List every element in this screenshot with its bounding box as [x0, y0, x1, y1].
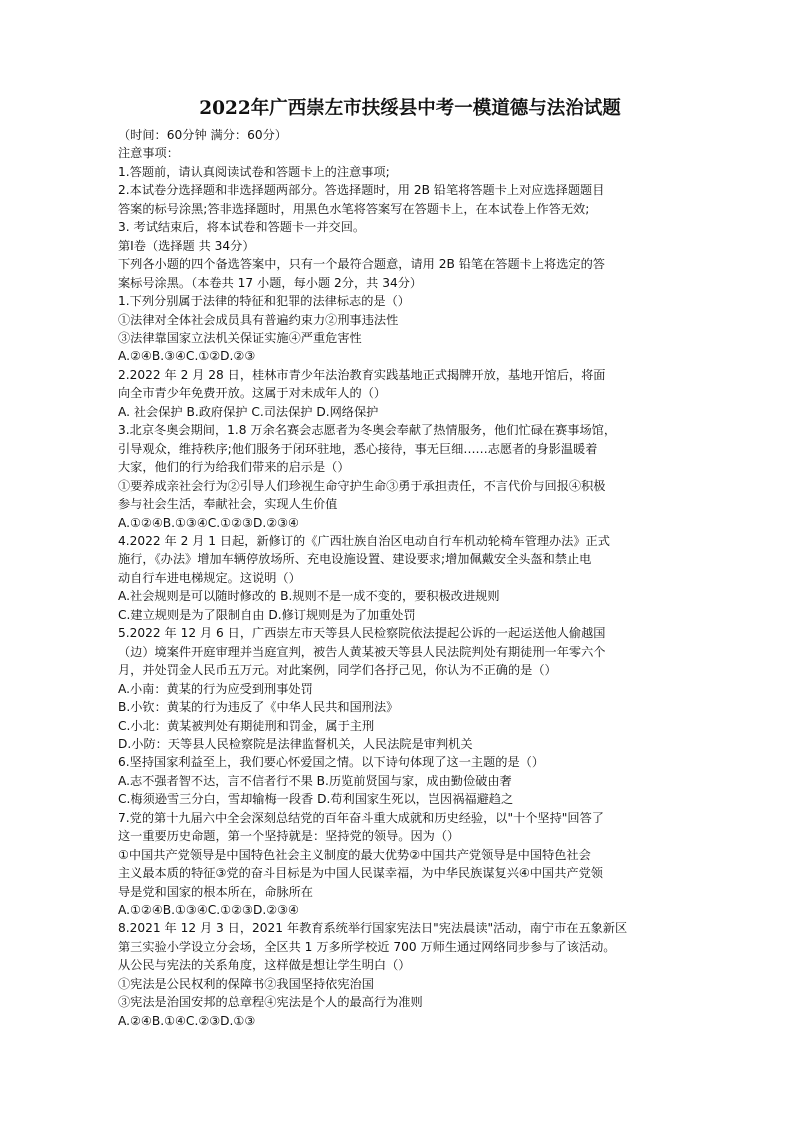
notice-block — [118, 144, 688, 236]
question-1 — [118, 292, 688, 366]
notice-line: 答案的标号涂黑;答非选择题时，用黑色水笔将答案写在答题卡上，在本试卷上作答无效; — [118, 201, 590, 216]
question-2 — [118, 366, 688, 421]
question-line: ①宪法是公民权利的保障书②我国坚持依宪治国 — [118, 976, 374, 991]
question-line: ①中国共产党领导是中国特色社会主义制度的最大优势②中国共产党领导是中国特色社会 — [118, 847, 591, 862]
question-line: （边）境案件开庭审理并当庭宣判，被告人黄某被天等县人民法院判处有期徒刑一年零六个 — [118, 644, 606, 659]
question-line: C.小北：黄某被判处有期徒刑和罚金，属于主刑 — [118, 718, 375, 733]
question-line: A.②④B.①④C.②③D.①③ — [118, 1013, 256, 1028]
question-list — [118, 292, 688, 1030]
question-line: 这一重要历史命题，第一个坚持就是：坚持党的领导。因为（） — [118, 829, 460, 844]
question-line: A.志不强者智不达，言不信者行不果 B.历览前贤国与家，成由勤俭破由奢 — [118, 773, 512, 788]
question-line: 从公民与宪法的关系角度，这样做是想让学生明白（） — [118, 958, 411, 973]
question-line: C.建立规则是为了限制自由 D.修订规则是为了加重处罚 — [118, 607, 416, 622]
question-line: 主义最本质的特征③党的奋斗目标是为中国人民谋幸福，为中华民族谋复兴④中国共产党领 — [118, 866, 603, 881]
question-line: ③宪法是治国安邦的总章程④宪法是个人的最高行为准则 — [118, 995, 423, 1010]
exam-title: 2022年广西崇左市扶绥县中考一模道德与法治试题 — [199, 98, 621, 119]
question-stem: 2.2022 年 2 月 28 日，桂林市青少年法治教育实践基地正式揭牌开放，基地开馆后，将面 — [118, 367, 606, 382]
question-line: 向全市青少年免费开放。这属于对未成年人的（） — [118, 386, 387, 401]
question-line: 月，并处罚金人民币五万元。对此案例，同学们各抒己见，你认为不正确的是（） — [118, 663, 557, 678]
exam-meta: （时间：60分钟 满分：60分） — [118, 128, 287, 142]
question-stem: 6.坚持国家利益至上，我们要心怀爱国之情。以下诗句体现了这一主题的是（） — [118, 755, 545, 770]
question-stem: 7.党的第十九届六中全会深刻总结党的百年奋斗重大成就和历史经验，以"十个坚持"回答了 — [118, 810, 604, 825]
question-line: 参与社会生活，奉献社会，实现人生价值 — [118, 497, 338, 512]
question-line: A.小南：黄某的行为应受到刑事处罚 — [118, 681, 313, 696]
question-line: A.①②④B.①③④C.①②③D.②③④ — [118, 903, 299, 918]
question-3 — [118, 421, 688, 532]
section-block — [118, 237, 688, 292]
question-line: A.②④B.③④C.①②D.②③ — [118, 349, 256, 364]
question-line: 动自行车进电梯规定。这说明（） — [118, 570, 301, 585]
question-stem: 3.北京冬奥会期间，1.8 万余名赛会志愿者为冬奥会奉献了热情服务，他们忙碌在赛事场馆， — [118, 423, 617, 438]
question-6 — [118, 753, 688, 808]
question-line: ③法律靠国家立法机关保证实施④严重危害性 — [118, 330, 362, 345]
question-stem: 5.2022 年 12 月 6 日，广西崇左市天等县人民检察院依法提起公诉的一起运送他人偷越国 — [118, 626, 606, 641]
question-stem: 4.2022 年 2 月 1 日起，新修订的《广西壮族自治区电动自行车机动轮椅车管理办法》正式 — [118, 533, 610, 548]
notice-heading: 注意事项： — [118, 146, 179, 161]
section-instruction: 案标号涂黑。（本卷共 17 小题，每小题 2分，共 34分） — [118, 275, 423, 290]
question-line: 导是党和国家的根本所在，命脉所在 — [118, 884, 313, 899]
question-7 — [118, 809, 688, 920]
question-line: A.社会规则是可以随时修改的 B.规则不是一成不变的，要积极改进规则 — [118, 589, 500, 604]
question-line: C.梅须逊雪三分白，雪却输梅一段香 D.苟利国家生死以，岂因祸福避趋之 — [118, 792, 514, 807]
question-line: 第三实验小学设立分会场，全区共 1 万多所学校近 700 万师生通过网络同步参与了该活动。 — [118, 939, 616, 954]
question-5 — [118, 624, 688, 753]
question-stem: 1.下列分别属于法律的特征和犯罪的法律标志的是（） — [118, 294, 410, 309]
question-line: A.①②④B.①③④C.①②③D.②③④ — [118, 515, 299, 530]
exam-page — [118, 96, 688, 1030]
question-stem: 8.2021 年 12 月 3 日，2021 年教育系统举行国家宪法日"宪法晨读"活动，南宁市在五象新区 — [118, 921, 628, 936]
section-instruction: 下列各小题的四个备选答案中，只有一个最符合题意，请用 2B 铅笔在答题卡上将选定的答 — [118, 257, 605, 272]
question-line: ①法律对全体社会成员具有普遍约束力②刑事违法性 — [118, 312, 399, 327]
notice-line: 3. 考试结束后，将本试卷和答题卡一并交回。 — [118, 220, 366, 235]
question-line: A. 社会保护 B.政府保护 C.司法保护 D.网络保护 — [118, 404, 379, 419]
question-8 — [118, 919, 688, 1030]
question-line: 引导观众，维持秩序;他们服务于闭环驻地，悉心接待，事无巨细……志愿者的身影温暖着 — [118, 441, 598, 456]
notice-line: 1.答题前，请认真阅读试卷和答题卡上的注意事项; — [118, 164, 390, 179]
question-4 — [118, 532, 688, 624]
question-line: B.小钦：黄某的行为违反了《中华人民共和国刑法》 — [118, 700, 399, 715]
question-line: D.小防：天等县人民检察院是法律监督机关，人民法院是审判机关 — [118, 736, 473, 751]
section-heading: 第Ⅰ卷（选择题 共 34分） — [118, 238, 255, 253]
question-line: ①要养成亲社会行为②引导人们珍视生命守护生命③勇于承担责任，不言代价与回报④积极 — [118, 478, 606, 493]
question-line: 大家，他们的行为给我们带来的启示是（） — [118, 460, 350, 475]
notice-line: 2.本试卷分选择题和非选择题两部分。答选择题时，用 2B 铅笔将答题卡上对应选择题题目 — [118, 183, 605, 198]
question-line: 施行，《办法》增加车辆停放场所、充电设施设置、建设要求;增加佩戴安全头盔和禁止电 — [118, 552, 592, 567]
